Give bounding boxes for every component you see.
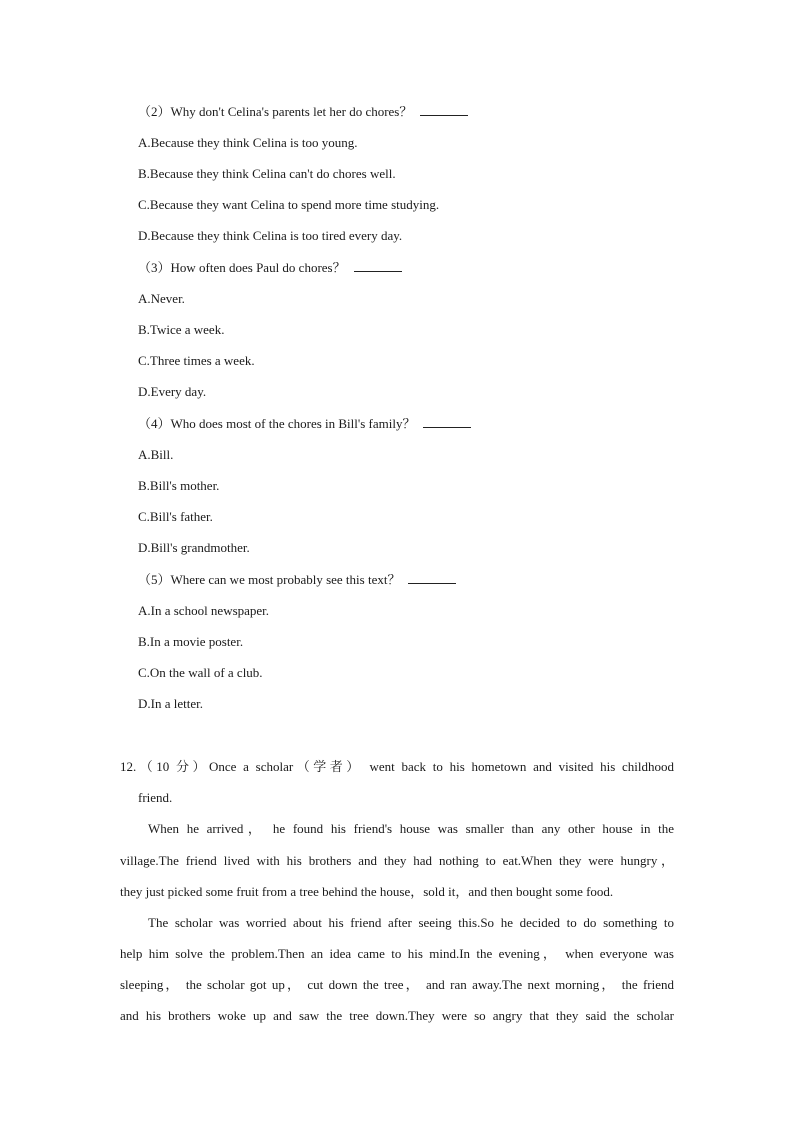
option: B.In a movie poster. — [138, 634, 244, 649]
option: A.In a school newspaper. — [138, 603, 270, 618]
passage-line: When he arrived， he found his friend's house was smaller than any other house in the — [148, 821, 674, 836]
question-text: （4）Who does most of the chores in Bill's family？ — [138, 416, 416, 431]
option: D.Because they think Celina is too tired every day. — [138, 228, 403, 243]
option: A.Bill. — [138, 447, 174, 462]
option: C.On the wall of a club. — [138, 665, 263, 680]
passage-line: help him solve the problem.Then an idea came to his mind.In the evening， when everyone was — [120, 946, 674, 961]
q12-header: 12.（10 分）Once a scholar（学者） went back to his hometown and visited his childhood — [120, 759, 674, 774]
question-text: （5）Where can we most probably see this text？ — [138, 572, 401, 587]
option: D.In a letter. — [138, 696, 203, 711]
answer-blank[interactable] — [354, 260, 402, 272]
option: B.Because they think Celina can't do chores well. — [138, 166, 396, 181]
option: D.Bill's grandmother. — [138, 540, 250, 555]
question-text: （3）How often does Paul do chores？ — [138, 260, 346, 275]
passage-line: they just picked some fruit from a tree behind the house，sold it，and then bought some food. — [120, 884, 614, 899]
option: B.Bill's mother. — [138, 478, 220, 493]
option: C.Three times a week. — [138, 353, 255, 368]
question-stem — [138, 260, 402, 276]
answer-blank[interactable] — [420, 104, 468, 116]
option: C.Bill's father. — [138, 509, 213, 524]
question-text: （2）Why don't Celina's parents let her do chores？ — [138, 104, 413, 119]
option: B.Twice a week. — [138, 322, 225, 337]
option: A.Never. — [138, 291, 185, 306]
option: A.Because they think Celina is too young. — [138, 135, 358, 150]
question-stem — [138, 572, 456, 588]
answer-blank[interactable] — [408, 572, 456, 584]
question-stem — [138, 104, 468, 120]
q12-header-cont: friend. — [138, 790, 173, 805]
passage-line: The scholar was worried about his friend after seeing this.So he decided to do something to — [148, 915, 674, 930]
question-stem — [138, 416, 471, 432]
passage-line: sleeping， the scholar got up， cut down the tree， and ran away.The next morning， the friend — [120, 977, 674, 992]
option: D.Every day. — [138, 384, 207, 399]
passage-line: and his brothers woke up and saw the tree down.They were so angry that they said the scholar — [120, 1008, 674, 1023]
answer-blank[interactable] — [423, 416, 471, 428]
option: C.Because they want Celina to spend more time studying. — [138, 197, 440, 212]
passage-line: village.The friend lived with his brothers and they had nothing to eat.When they were hungry， — [120, 853, 674, 868]
